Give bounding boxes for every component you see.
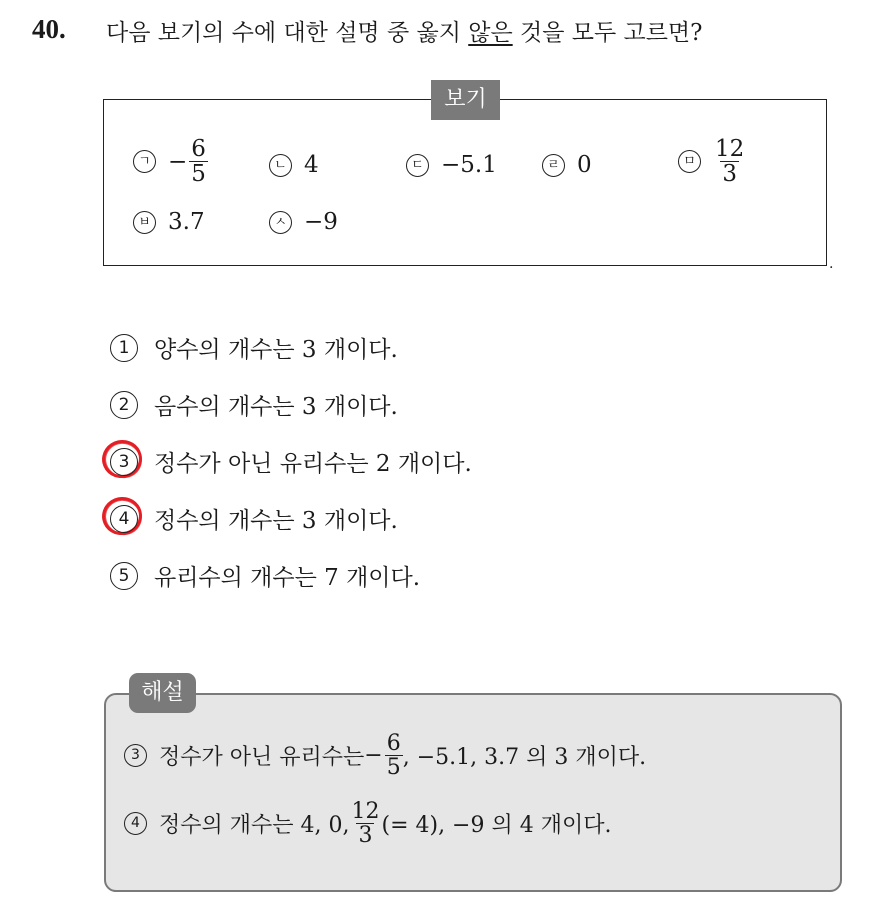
bogi-item-marker: ㄹ: [542, 154, 565, 177]
fraction-numerator: 6: [386, 731, 401, 756]
fraction-denominator: 5: [386, 755, 401, 781]
question-text: [106, 14, 702, 47]
trailing-dot: .: [829, 256, 834, 272]
solution-line-1: [124, 732, 646, 779]
choice-number: 3: [110, 448, 138, 476]
bogi-item-fraction: [189, 137, 208, 186]
bogi-item-value: 4: [304, 152, 319, 178]
solution-line-prefix: 정수의 개수는 4, 0,: [159, 813, 350, 839]
fraction-denominator: 5: [191, 161, 206, 188]
bogi-item-3: [406, 152, 497, 178]
bogi-item-marker: ㅁ: [678, 150, 701, 173]
bogi-item-value: 3.7: [168, 209, 205, 235]
bogi-item-marker: ㄷ: [406, 154, 429, 177]
choice-number: 1: [110, 334, 138, 362]
choice-number: 5: [110, 562, 138, 590]
choice-4[interactable]: [110, 502, 398, 535]
choice-2[interactable]: [110, 388, 398, 421]
bogi-item-4: [542, 152, 592, 178]
choice-1[interactable]: [110, 331, 398, 364]
question-number: 40.: [32, 14, 66, 44]
choice-number: 2: [110, 391, 138, 419]
choice-text: 정수가 아닌 유리수는 2 개이다.: [154, 451, 472, 477]
bogi-item-marker: ㄱ: [133, 150, 156, 173]
solution-fraction: [385, 732, 403, 779]
fraction-numerator: 6: [191, 136, 206, 162]
solution-line-2: [124, 800, 611, 847]
solution-line-number: 3: [124, 744, 147, 767]
fraction-denominator: 3: [722, 161, 737, 188]
choice-3[interactable]: [110, 445, 472, 478]
choice-5[interactable]: [110, 559, 420, 592]
solution-line-number: 4: [124, 812, 147, 835]
fraction-denominator: 3: [358, 823, 373, 849]
choice-text: 유리수의 개수는 7 개이다.: [154, 565, 421, 591]
question-text-after: 것을 모두 고르면?: [512, 20, 703, 46]
bogi-item-value: −9: [304, 209, 338, 235]
bogi-item-marker: ㅅ: [269, 211, 292, 234]
solution-line-rest: (= 4), −9 의 4 개이다.: [381, 813, 612, 839]
choice-number: 4: [110, 505, 138, 533]
bogi-item-marker: ㅂ: [133, 211, 156, 234]
question-text-underlined: 않은: [468, 20, 513, 46]
choice-text: 음수의 개수는 3 개이다.: [154, 394, 398, 420]
bogi-item-2: [269, 152, 319, 178]
bogi-label: 보기: [431, 80, 500, 120]
bogi-item-value: 0: [577, 152, 592, 178]
fraction-numerator: 12: [715, 136, 745, 162]
bogi-item-6: [133, 209, 205, 235]
bogi-item-sign: −: [168, 148, 188, 175]
solution-line-prefix: 정수가 아닌 유리수는: [159, 745, 365, 771]
question-text-before: 다음 보기의 수에 대한 설명 중 옳지: [106, 20, 469, 46]
bogi-item-value: −5.1: [441, 152, 497, 178]
solution-line-sign: −: [364, 743, 383, 769]
choice-text: 양수의 개수는 3 개이다.: [154, 337, 398, 363]
solution-fraction: [349, 800, 381, 847]
bogi-item-marker: ㄴ: [269, 154, 292, 177]
bogi-item-5: [678, 137, 746, 186]
fraction-numerator: 12: [351, 799, 380, 824]
choice-text: 정수의 개수는 3 개이다.: [154, 508, 398, 534]
solution-box: [104, 693, 842, 892]
solution-line-rest: , −5.1, 3.7 의 3 개이다.: [402, 745, 647, 771]
bogi-item-7: [269, 209, 338, 235]
bogi-item-1: [133, 137, 208, 186]
solution-label: 해설: [129, 673, 196, 713]
bogi-item-fraction: [713, 137, 746, 186]
